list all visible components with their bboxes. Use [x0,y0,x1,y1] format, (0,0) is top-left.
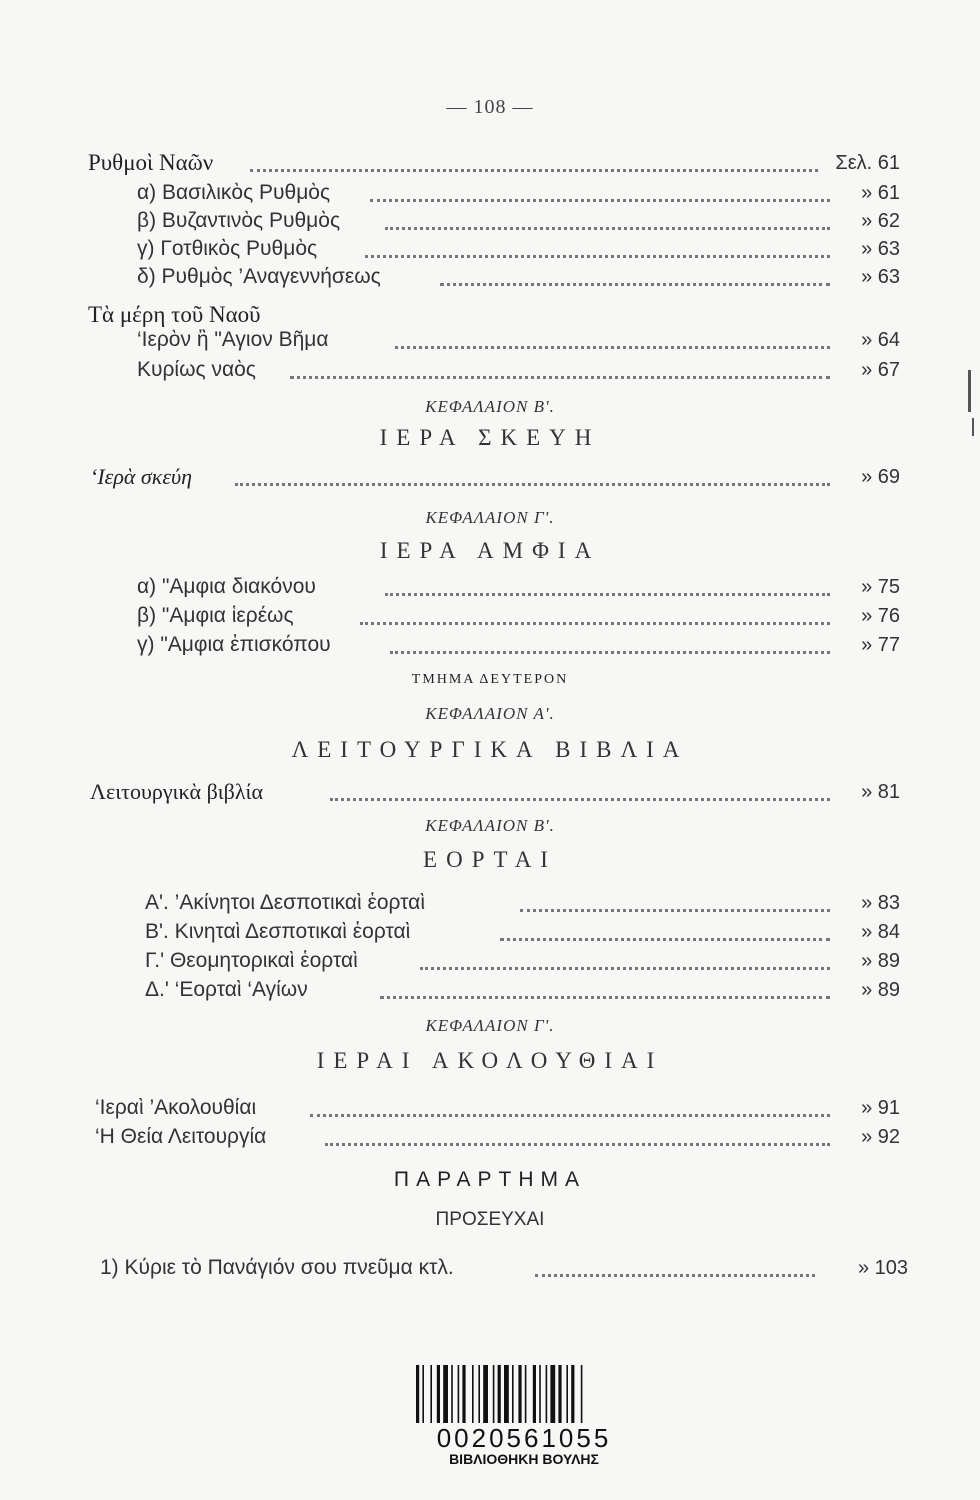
dot-leader [395,316,830,349]
toc-heading: Ρυθμοὶ Ναῶν [88,150,214,175]
barcode-bar [498,1365,501,1423]
barcode-bar [462,1365,465,1423]
toc-label: Γ.' Θεομητορικαὶ ἑορταὶ [145,949,358,972]
part-heading: ΤΜΗΜΑ ΔΕΥΤΕΡΟΝ [411,672,569,687]
chapter-title: ΙΕΡΑΙ ΑΚΟΛΟΥΘΙΑΙ [316,1048,664,1073]
toc-label: γ) "Αμφια ἐπισκόπου [137,633,331,656]
toc-label: α) Βασιλικὸς Ρυθμὸς [137,181,331,204]
toc-page: » 81 [861,781,900,803]
dot-leader [380,966,830,999]
toc-label: ‘Ιερὰ σκεύη [90,464,193,489]
toc-label: β) "Αμφια ἱερέως [137,604,294,627]
toc-page: » 89 [861,950,900,972]
toc-page: » 75 [861,576,900,598]
toc-page: » 63 [861,266,900,288]
toc-label: Α'. ’Ακίνητοι Δεσποτικαὶ ἑορταὶ [145,891,425,914]
toc-label: α) "Αμφια διακόνου [137,575,316,598]
toc-page: » 91 [861,1097,900,1119]
scan-mark [968,370,971,412]
barcode-bar [478,1365,480,1423]
toc-label: Κυρίως ναὸς [137,358,256,381]
barcode-bar [546,1365,548,1423]
chapter-label: ΚΕΦΑΛΑΙΟΝ Β'. [425,816,555,835]
toc-row [0,777,980,807]
barcode-bar [472,1365,474,1423]
barcode-bar [581,1365,583,1423]
toc-row [0,975,980,1005]
barcode-bar [483,1365,488,1423]
toc-page: » 83 [861,892,900,914]
toc-page: » 64 [861,329,900,351]
barcode-bar [443,1365,448,1423]
toc-row [0,262,980,292]
scan-mark [972,418,974,436]
chapter-label: ΚΕΦΑΛΑΙΟΝ Β'. [425,397,555,416]
barcode-bar [539,1365,541,1423]
toc-label: δ) Ρυθμὸς ’Αναγεννήσεως [137,265,381,288]
barcode-bar [437,1365,440,1423]
toc-label: ‘Ιεραὶ ’Ακολουθίαι [95,1096,257,1119]
barcode-icon [412,1365,636,1427]
toc-page: » 67 [861,359,900,381]
toc-label: Λειτουργικὰ βιβλία [90,779,263,804]
dot-leader [535,1244,815,1277]
barcode-bar [518,1365,521,1423]
dot-leader [390,621,830,654]
barcode-bar [451,1365,453,1423]
dot-leader [330,768,830,801]
barcode-bar [533,1365,536,1423]
toc-label: ‘Η Θεία Λειτουργία [95,1125,267,1148]
barcode-bar [416,1365,419,1423]
toc-label: β) Βυζαντινὸς Ρυθμὸς [137,209,341,232]
toc-row [0,630,980,660]
barcode-bar [566,1365,568,1423]
toc-page: » 89 [861,979,900,1001]
toc-row [0,1122,980,1152]
toc-page: » 76 [861,605,900,627]
chapter-title: ΙΕΡΑ ΑΜΦΙΑ [379,538,601,563]
toc-label: Δ.' ‘Εορταὶ ‘Αγίων [145,978,308,1001]
toc-row [0,1253,980,1283]
barcode-bar [422,1365,424,1423]
appendix-subtitle: ΠΡΟΣΕΥΧΑΙ [435,1209,545,1230]
dot-leader [235,453,830,486]
toc-row [0,462,980,492]
barcode-bar [571,1365,574,1423]
barcode-bar [430,1365,432,1423]
toc-label: γ) Γοτθικὸς Ρυθμὸς [137,237,318,260]
toc-row [0,888,980,918]
toc-page: » 69 [861,466,900,488]
toc-page: » 103 [857,1257,908,1279]
toc-page: » 84 [861,921,900,943]
toc-page: Σελ. 61 [835,152,900,174]
chapter-title: ΕΟΡΤΑΙ [423,847,557,872]
toc-page: » 61 [861,182,900,204]
toc-row [0,355,980,385]
barcode-bar [525,1365,527,1423]
library-name: ΒΙΒΛΙΟΘΗΚΗ ΒΟΥΛΗΣ [449,1451,599,1467]
chapter-label: ΚΕΦΑΛΑΙΟΝ Α'. [425,704,555,723]
toc-page: » 62 [861,210,900,232]
chapter-label: ΚΕΦΑΛΑΙΟΝ Γ'. [425,1016,555,1035]
dot-leader [250,139,818,172]
page-number: — 108 — [446,96,534,118]
barcode-bar [504,1365,509,1423]
toc-page: » 92 [861,1126,900,1148]
toc-page: » 63 [861,238,900,260]
barcode-bar [493,1365,495,1423]
library-barcode-stamp [412,1365,636,1473]
toc-label: 1) Κύριε τὸ Πανάγιόν σου πνεῦμα κτλ. [100,1256,454,1279]
barcode-bar [458,1365,460,1423]
barcode-bar [558,1365,561,1423]
toc-heading: Τὰ μέρη τοῦ Ναοῦ [88,302,261,327]
barcode-number: 0020561055 [436,1423,612,1453]
chapter-title: ΙΕΡΑ ΣΚΕΥΗ [379,425,601,450]
dot-leader [440,253,830,286]
chapter-title: ΛΕΙΤΟΥΡΓΙΚΑ ΒΙΒΛΙΑ [291,737,689,762]
toc-page: » 77 [861,634,900,656]
chapter-label: ΚΕΦΑΛΑΙΟΝ Γ'. [425,508,555,527]
dot-leader [290,346,830,379]
toc-label: ‘Ιερὸν ἢ "Αγιον Βῆμα [137,328,329,351]
barcode-bar [512,1365,514,1423]
dot-leader [325,1113,830,1146]
toc-label: Β'. Κινηταὶ Δεσποτικαὶ ἑορταὶ [145,920,411,943]
barcode-bar [550,1365,555,1423]
appendix-title: ΠΑΡΑΡΤΗΜΑ [393,1168,587,1191]
